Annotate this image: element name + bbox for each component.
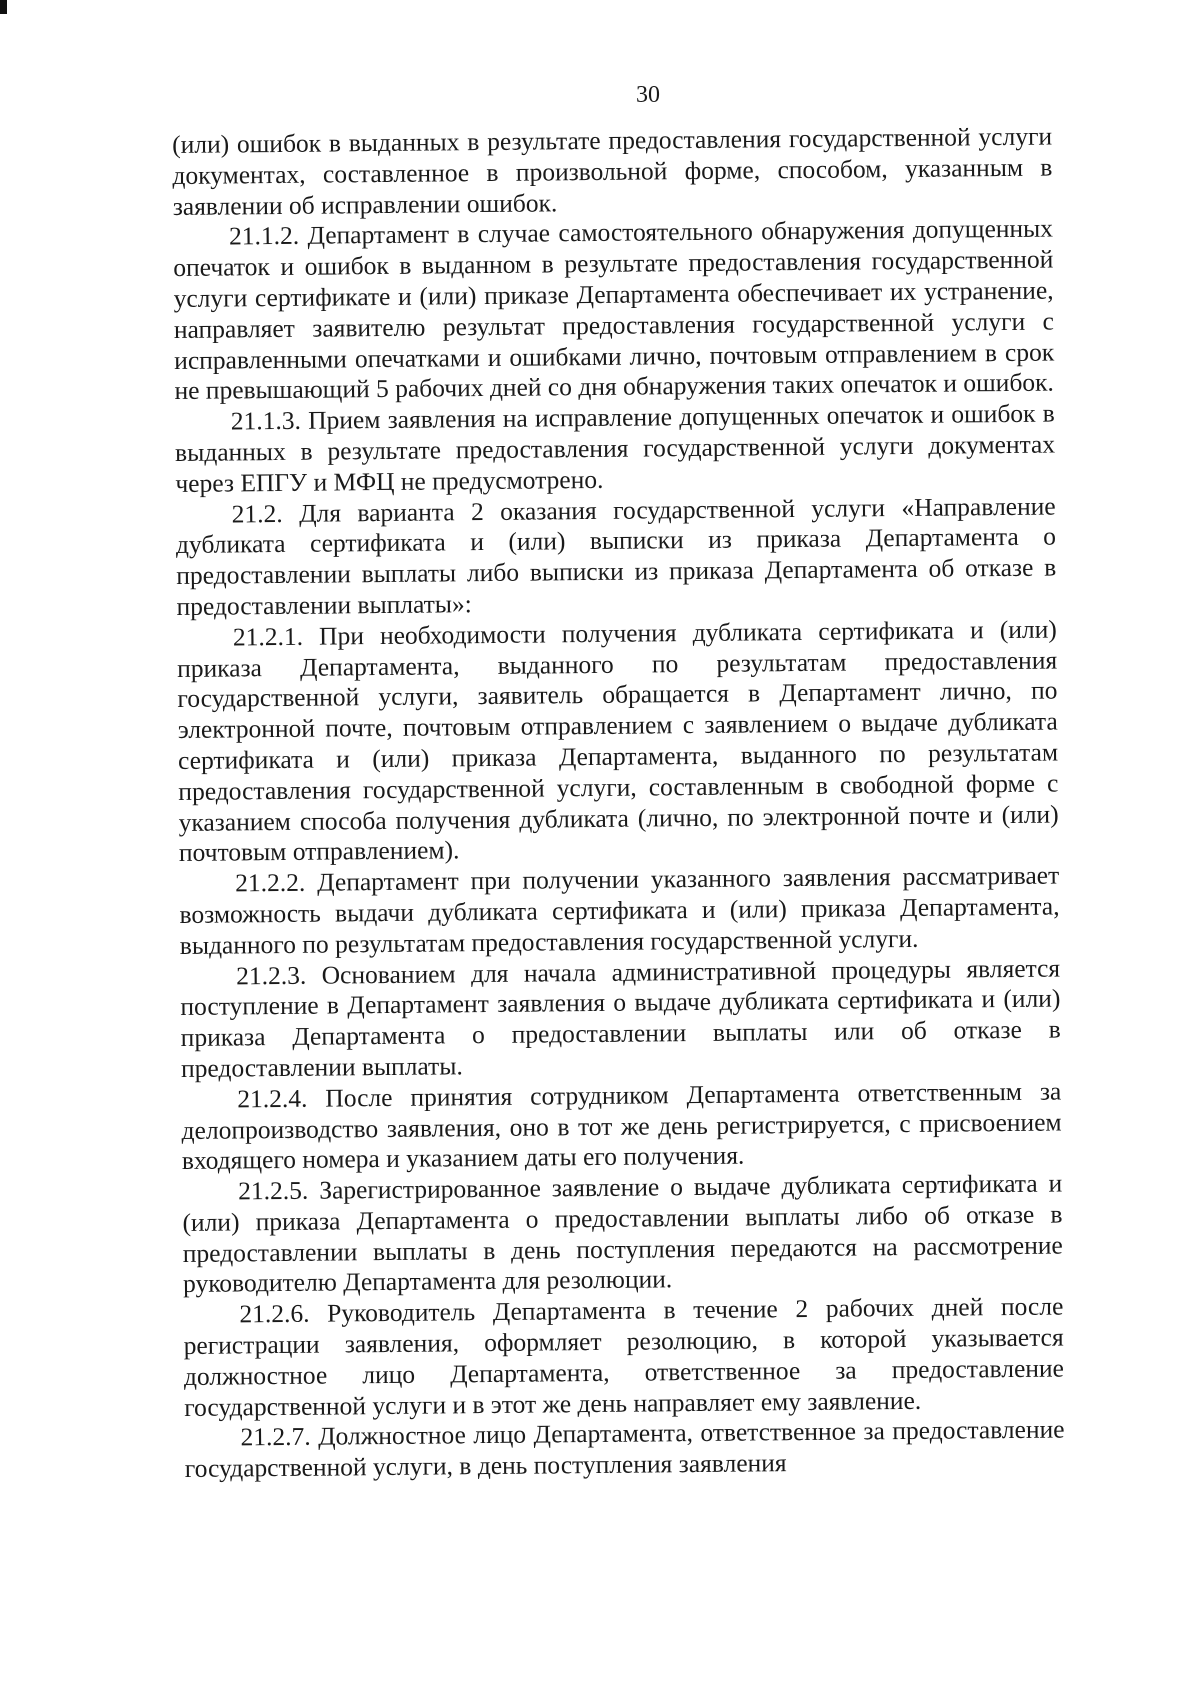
paragraph-21-2-6: 21.2.6. Руководитель Департамента в течение 2 рабочих дней после регистрации заявления, оформляет резолюцию, в которой указывается должностное лицо Департамента, ответственное за предоставление государственной услуги и в этот же день направляет ему заявление. <box>183 1291 1065 1422</box>
paragraph-21-1-3: 21.1.3. Прием заявления на исправление допущенных опечаток и ошибок в выданных в результате предоставления государственной услуги документах через ЕПГУ и МФЦ не предусмотрено. <box>174 398 1056 498</box>
page-number: 30 <box>636 82 660 108</box>
paragraph-21-1-2: 21.1.2. Департамент в случае самостоятельного обнаружения допущенных опечаток и ошибок в выданном в результате предоставления государственной услуги сертификате и (или) приказе Департамента обеспечивает их устранение, направляет заявителю результат предоставления государственной услуги с исправленными опечатками и ошибками лично, почтовым отправлением в срок не превышающий 5 рабочих дней со дня обнаружения таких опечаток и ошибок. <box>173 213 1055 406</box>
paragraph-21-2-7: 21.2.7. Должностное лицо Департамента, ответственное за предоставление государственной услуги, в день поступления заявления <box>184 1414 1065 1484</box>
paragraph-21-2-5: 21.2.5. Зарегистрированное заявление о выдаче дубликата сертификата и (или) приказа Департамента о предоставлении выплаты либо об отказе в предоставлении выплаты в день поступления передаются на рассмотрение руководителю Департамента для резолюции. <box>182 1168 1063 1299</box>
paragraph-21-2-1: 21.2.1. При необходимости получения дубликата сертификата и (или) приказа Департамента, выданного по результатам предоставления государственной услуги, заявитель обращается в Департамент лично, по электронной почте, почтовым отправлением с заявлением о выдаче дубликата сертификата и (или) приказа Департамента, выданного по результатам предоставления государственной услуги, составленным в свободной форме с указанием способа получения дубликата (лично, по электронной почте и (или) почтовым отправлением). <box>177 614 1059 868</box>
paragraph-continuation: (или) ошибок в выданных в результате предоставления государственной услуги документах, составленное в произвольной форме, способом, указанным в заявлении об исправлении ошибок. <box>172 121 1053 221</box>
document-body <box>172 122 1065 1485</box>
paragraph-21-2-4: 21.2.4. После принятия сотрудником Департамента ответственным за делопроизводство заявления, оно в тот же день регистрируется, с присвоением входящего номера и указанием даты его получения. <box>181 1076 1062 1176</box>
scan-edge-mark <box>0 0 7 14</box>
paragraph-21-2-3: 21.2.3. Основанием для начала административной процедуры является поступление в Департамент заявления о выдаче дубликата сертификата и (или) приказа Департамента о предоставлении выплаты или об отказе в предоставлении выплаты. <box>180 953 1061 1083</box>
paragraph-21-2-2: 21.2.2. Департамент при получении указанного заявления рассматривает возможность выдачи дубликата сертификата и (или) приказа Департамента, выданного по результатам предоставления государственной услуги. <box>179 860 1060 960</box>
paragraph-21-2: 21.2. Для варианта 2 оказания государственной услуги «Направление дубликата сертификата и (или) выписки из приказа Департамента о предоставлении выплаты либо выписки из приказа Департамента об отказе в предоставлении выплаты»: <box>175 491 1057 621</box>
